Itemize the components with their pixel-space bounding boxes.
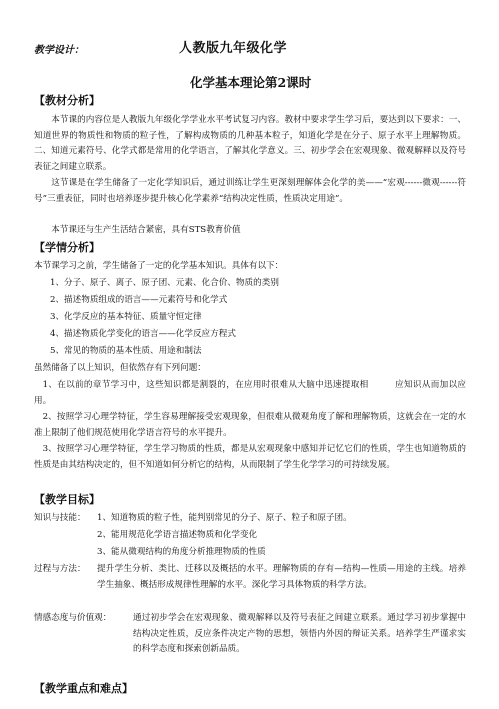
process-label: 过程与方法： <box>34 564 86 574</box>
emotion-label: 情感态度与价值观： <box>34 613 112 623</box>
students-problem: 2、按照学习心理学特征，学生容易理解接受宏观现象，但很难从微观角度了解和理解物质，这就会在一定的水准上限制了他们规范使用化学语言符号的水平提升。 <box>34 412 466 438</box>
section-heading-goals: 【教学目标】 <box>34 493 100 506</box>
students-item: 5、常见的物质的基本性质、用途和制法 <box>50 346 202 356</box>
students-intro: 本节课学习之前，学生储备了一定的化学基本知识。具体有以下： <box>34 261 284 271</box>
lesson-title: 化学基本理论第2课时 <box>190 75 312 90</box>
material-paragraph-1: 本节课的内容位是人教版九年级化学学业水平考试复习内容。教材中要求学生学习后，要达到以下要求：一、知道世界的物质性和物质的粒子性，了解构成物质的几种基本粒子，知道化学是在分子、原子水平上理解物质。二、知道元素符号、化学式都是常用的化学语言，了解其化学意义。三、初步学会在宏观现象、微观解释以及符号表征之间建立联系。 <box>34 115 466 172</box>
process-text: 提升学生分析、类比、迁移以及概括的水平。理解物质的存有—结构—性质—用途的主线。培养学生抽象、概括形成规律性理解的水平。深化学习具体物质的科学方法。 <box>97 564 466 590</box>
document-header <box>34 41 474 59</box>
section-heading-material: 【教材分析】 <box>34 94 100 107</box>
students-problem: 1、在以前的章节学习中，这些知识都是割裂的，在应用时很难从大脑中迅速提取相 应知识从而加以应用。 <box>34 380 466 406</box>
students-item: 3、化学反应的基本特征、质量守恒定律 <box>50 312 202 322</box>
knowledge-item: 1、知道物质的粒子性，能判别常见的分子、原子、粒子和原子团。 <box>97 513 352 523</box>
knowledge-item: 2、能用规范化学语言描述物质和化学变化 <box>97 530 258 540</box>
students-problem: 3、按照学习心理学特征，学生学习物质的性质，都是从宏观现象中感知并记忆它们的性质，学生也知道物质的性质是由其结构决定的，但不知道如何分析它的结构，从而限制了学生化学学习的可持续发展。 <box>34 444 466 470</box>
section-heading-keypoints: 【教学重点和难点】 <box>34 682 133 695</box>
material-paragraph-2: 这节课是在学生储备了一定化学知识后，通过训练让学生更深刻理解体会化学的美——“宏观------微观------符号”三重表征，同时也培养逐步提升核心化学素养“结构决定性质，性质决定用途”。 <box>34 178 466 204</box>
material-paragraph-3: 本节课还与生产生活结合紧密，具有STS教育价值 <box>51 225 241 235</box>
students-item: 4、描述物质化学变化的语言——化学反应方程式 <box>50 329 236 339</box>
header-title: 人教版九年级化学 <box>179 41 288 56</box>
emotion-text: 通过初步学会在宏观现象、微观解释以及符号表征之间建立联系。通过学习初步掌握中结构决定性质，反应条件决定产物的思想，领悟内外因的辩证关系。培养学生严谨求实的科学态度和探索创新品质。 <box>133 613 466 655</box>
section-heading-students: 【学情分析】 <box>34 241 100 254</box>
knowledge-item: 3、能从微观结构的角度分析推理物质的性质 <box>97 547 266 557</box>
students-item: 1、分子、原子、离子、原子团、元素、化合价、物质的类别 <box>50 278 279 288</box>
students-item: 2、描述物质组成的语言——元素符号和化学式 <box>50 295 228 305</box>
knowledge-label: 知识与技能： <box>34 513 86 523</box>
students-problem-intro: 虽然储备了以上知识，但依然存有下列问题： <box>34 363 206 373</box>
header-label: 教学设计： <box>34 45 84 56</box>
